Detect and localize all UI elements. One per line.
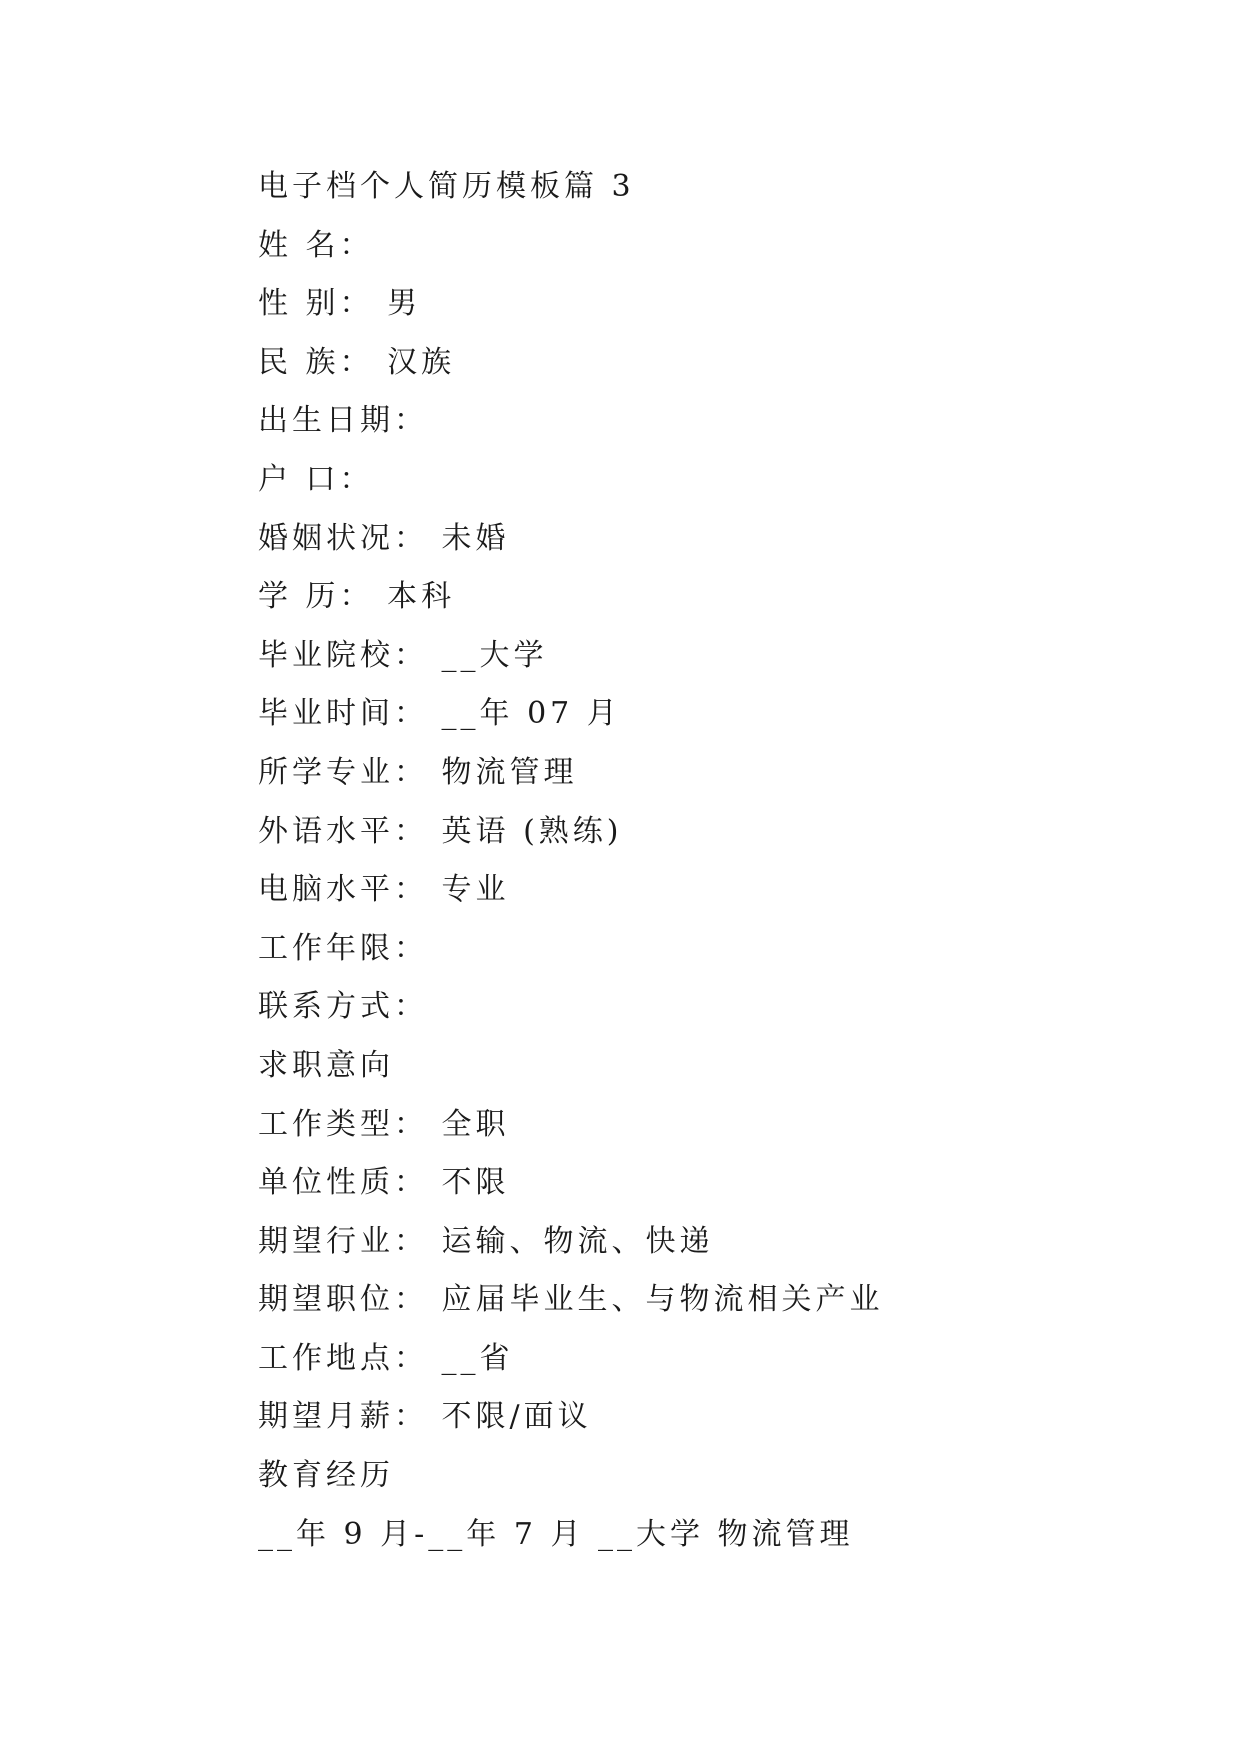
resume-body [258,158,1098,1564]
field-ethnicity: 民 族： 汉族 [258,344,456,380]
field-expected-position: 期望职位： 应届毕业生、与物流相关产业 [258,1282,884,1318]
field-household-registration: 户 口： [258,461,374,497]
document-title: 电子档个人简历模板篇 3 [258,169,635,204]
field-computer-skill: 电脑水平： 专业 [258,872,510,908]
field-birth-date: 出生日期： [258,403,428,439]
field-graduated-school: 毕业院校： __大学 [258,637,548,673]
field-company-type: 单位性质： 不限 [258,1165,510,1201]
field-job-type: 工作类型： 全职 [258,1106,510,1142]
field-name: 姓 名： [258,227,374,263]
field-expected-industry: 期望行业： 运输、物流、快递 [258,1223,714,1259]
field-foreign-language: 外语水平： 英语 (熟练) [258,813,623,849]
field-expected-salary: 期望月薪： 不限/面议 [258,1399,592,1435]
education-entry: __年 9 月-__年 7 月 __大学 物流管理 [258,1516,854,1552]
field-education-level: 学 历： 本科 [258,579,456,615]
field-graduation-time: 毕业时间： __年 07 月 [258,696,621,732]
field-contact: 联系方式： [258,989,428,1025]
field-major: 所学专业： 物流管理 [258,754,578,790]
field-work-location: 工作地点： __省 [258,1340,514,1376]
field-gender: 性 别： 男 [258,286,422,322]
field-work-years: 工作年限： [258,930,428,966]
section-heading-job-intention: 求职意向 [258,1047,394,1083]
field-marital-status: 婚姻状况： 未婚 [258,520,510,556]
section-heading-education: 教育经历 [258,1458,394,1494]
